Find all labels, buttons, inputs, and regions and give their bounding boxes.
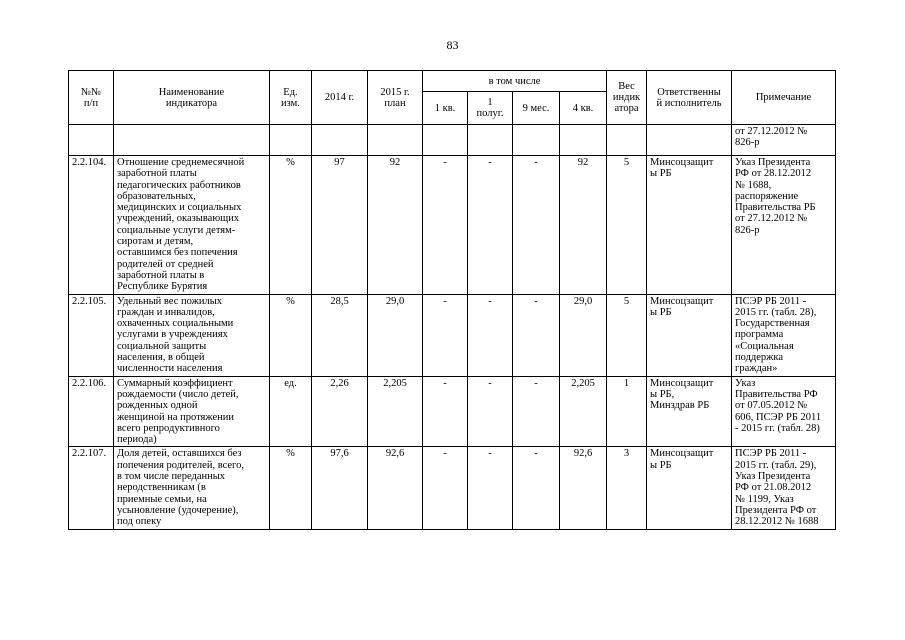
cell-2015: 2,205 [368,376,423,447]
header-weight: Вес индик атора [607,71,647,125]
cell-9-months: - [513,156,560,295]
cell-weight: 5 [607,294,647,376]
cell-half-year: - [468,294,513,376]
cell-unit: % [270,156,312,295]
cell-2015: 29,0 [368,294,423,376]
cell-unit [270,125,312,156]
cell-9-months [513,125,560,156]
cell-responsible: Минсоцзащит ы РБ, Минздрав РБ [647,376,732,447]
cell-q1: - [423,156,468,295]
header-2015-plan: 2015 г. план [368,71,423,125]
cell-weight: 3 [607,447,647,529]
cell-unit: ед. [270,376,312,447]
cell-q1 [423,125,468,156]
cell-unit: % [270,447,312,529]
cell-name [114,125,270,156]
table-row [69,376,836,447]
cell-name: Отношение среднемесячной заработной платы педагогических работников образовательных, медицинских и социальных учреждений, оказывающих социальные услуги детям- сиротам и детям, оставшимся без попечения родителей от средней заработной платы в Республике Бурятия [114,156,270,295]
table-row [69,156,836,295]
cell-q1: - [423,376,468,447]
header-q1: 1 кв. [423,92,468,125]
header-responsible: Ответственны й исполнитель [647,71,732,125]
cell-2014: 28,5 [312,294,368,376]
cell-responsible: Минсоцзащит ы РБ [647,294,732,376]
cell-half-year [468,125,513,156]
cell-q1: - [423,447,468,529]
table-row [69,125,836,156]
table-row [69,447,836,529]
cell-q1: - [423,294,468,376]
cell-q4: 92 [560,156,607,295]
header-half-year: 1 полуг. [468,92,513,125]
cell-note: Указ Президента РФ от 28.12.2012 № 1688, распоряжение Правительства РБ от 27.12.2012 № 826-р [732,156,836,295]
cell-number [69,125,114,156]
cell-note: ПСЭР РБ 2011 - 2015 гг. (табл. 28), Государственная программа «Социальная поддержка граждан» [732,294,836,376]
header-unit: Ед. изм. [270,71,312,125]
cell-half-year: - [468,376,513,447]
cell-2014: 2,26 [312,376,368,447]
cell-name: Доля детей, оставшихся без попечения родителей, всего, в том числе переданных неродственникам (в приемные семьи, на усыновление (удочерение), под опеку [114,447,270,529]
cell-name: Удельный вес пожилых граждан и инвалидов, охваченных социальными услугами в учреждениях социальной защиты населения, в общей численности населения [114,294,270,376]
cell-note: от 27.12.2012 № 826-р [732,125,836,156]
cell-q4: 92,6 [560,447,607,529]
header-indicator-name: Наименование индикатора [114,71,270,125]
cell-weight [607,125,647,156]
cell-half-year: - [468,156,513,295]
cell-weight: 5 [607,156,647,295]
cell-responsible: Минсоцзащит ы РБ [647,447,732,529]
cell-2015: 92 [368,156,423,295]
indicators-table [68,70,836,530]
cell-9-months: - [513,376,560,447]
cell-half-year: - [468,447,513,529]
header-number: №№ п/п [69,71,114,125]
cell-number: 2.2.104. [69,156,114,295]
header-9-months: 9 мес. [513,92,560,125]
header-q4: 4 кв. [560,92,607,125]
header-2014: 2014 г. [312,71,368,125]
cell-9-months: - [513,294,560,376]
cell-number: 2.2.105. [69,294,114,376]
cell-q4: 2,205 [560,376,607,447]
cell-q4 [560,125,607,156]
cell-note: Указ Правительства РФ от 07.05.2012 № 606, ПСЭР РБ 2011 - 2015 гг. (табл. 28) [732,376,836,447]
table-header [69,71,836,125]
cell-2015: 92,6 [368,447,423,529]
header-note: Примечание [732,71,836,125]
cell-2014 [312,125,368,156]
cell-2014: 97 [312,156,368,295]
cell-name: Суммарный коэффициент рождаемости (число детей, рожденных одной женщиной на протяжении всего репродуктивного периода) [114,376,270,447]
cell-2015 [368,125,423,156]
cell-9-months: - [513,447,560,529]
table-row [69,294,836,376]
cell-responsible [647,125,732,156]
cell-weight: 1 [607,376,647,447]
cell-number: 2.2.106. [69,376,114,447]
cell-responsible: Минсоцзащит ы РБ [647,156,732,295]
page-number: 83 [446,38,459,52]
cell-unit: % [270,294,312,376]
cell-number: 2.2.107. [69,447,114,529]
header-including: в том числе [423,71,607,92]
cell-note: ПСЭР РБ 2011 - 2015 гг. (табл. 29), Указ Президента РФ от 21.08.2012 № 1199, Указ Президента РФ от 28.12.2012 № 1688 [732,447,836,529]
cell-2014: 97,6 [312,447,368,529]
cell-q4: 29,0 [560,294,607,376]
